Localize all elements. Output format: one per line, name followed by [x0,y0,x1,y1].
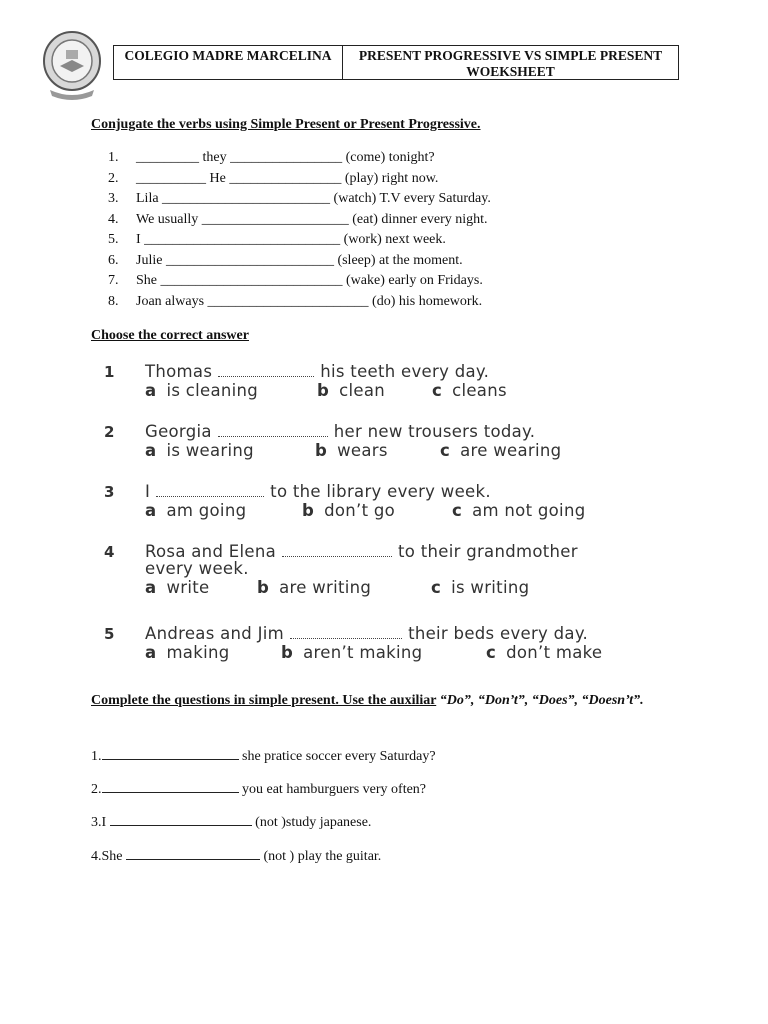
list-item: 8. Joan always _______________________ (do) his homework. [108,293,483,309]
conjugation-list [108,148,491,312]
section2-title: Choose the correct answer [91,328,249,343]
list-item: 3. Lila ________________________ (watch) T.V every Saturday. [108,191,491,206]
list-item: 7. She __________________________ (wake) early on Fridays. [108,273,483,288]
list-item: 4. We usually _____________________ (eat) dinner every night. [108,211,488,227]
list-item: 1. _________ they ________________ (come) tonight? [108,150,435,165]
school-crest-icon [40,28,104,102]
mc-question: 4 Rosa and Elena to their grandmother every week. a write b are writing c is writing [104,542,578,597]
mc-question: 3 I to the library every week. a am going b don’t go c am not going [104,482,586,520]
mc-question: 5 Andreas and Jim their beds every day. a making b aren’t making c don’t make [104,624,603,662]
worksheet-title-line2: WOEKSHEET [466,64,555,79]
question-line: 2. you eat hamburguers very often? [91,782,427,797]
question-line: 4.She (not ) play the guitar. [91,849,382,864]
list-item: 6. Julie ________________________ (sleep) at the moment. [108,252,463,268]
section3-title: Complete the questions in simple present. Use the auxiliar “Do”, “Don’t”, “Does”, “Doesn’t”. [91,693,644,708]
header-table [113,45,679,80]
question-line: 3.I (not )study japanese. [91,815,372,830]
question-line: 1. she pratice soccer every Saturday? [91,749,436,764]
section1-title: Conjugate the verbs using Simple Present or Present Progressive. [91,117,481,132]
mc-question: 2 Georgia her new trousers today. a is wearing b wears c are wearing [104,422,562,460]
list-item: 2. __________ He ________________ (play) right now. [108,170,439,186]
worksheet-title [343,46,678,79]
multiple-choice-block [104,362,684,684]
list-item: 5. I ____________________________ (work) next week. [108,232,446,247]
mc-question: 1 Thomas his teeth every day. a is cleaning b clean c cleans [104,362,507,400]
worksheet-title-line1: PRESENT PROGRESSIVE VS SIMPLE PRESENT [358,48,663,63]
school-name: COLEGIO MADRE MARCELINA [114,46,343,79]
